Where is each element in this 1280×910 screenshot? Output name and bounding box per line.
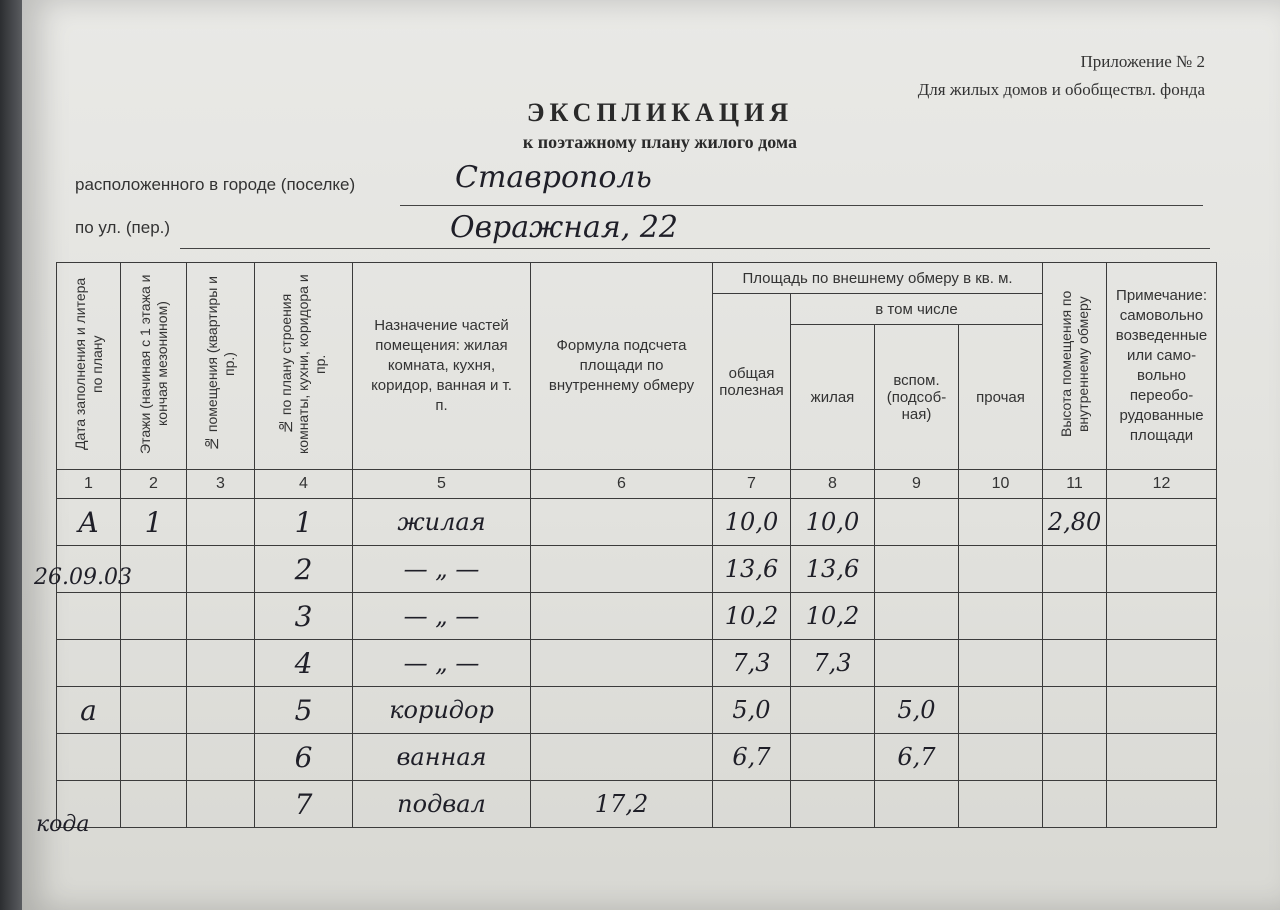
cell-height: 2,80: [1043, 499, 1107, 546]
cell-total-area: 13,6: [713, 546, 791, 593]
cell-height: [1043, 687, 1107, 734]
header-incl-group: в том числе: [791, 294, 1043, 325]
cell-aux-area: [875, 640, 959, 687]
column-number: 1: [57, 470, 121, 499]
column-number: 9: [875, 470, 959, 499]
cell-note: [1107, 640, 1217, 687]
cell-total-area: 7,3: [713, 640, 791, 687]
cell-aux-area: 6,7: [875, 734, 959, 781]
column-number: 10: [959, 470, 1043, 499]
cell-apartment: [187, 546, 255, 593]
cell-total-area: 10,0: [713, 499, 791, 546]
cell-formula: [531, 593, 713, 640]
cell-height: [1043, 781, 1107, 828]
cell-floor: [121, 640, 187, 687]
table-body: [57, 499, 1217, 828]
table-row: [57, 687, 1217, 734]
header-c5: Назначение частей помещения: жилая комната, кухня, коридор, ванная и т. п.: [353, 263, 531, 470]
column-number: 4: [255, 470, 353, 499]
table-row: [57, 546, 1217, 593]
cell-height: [1043, 546, 1107, 593]
header-c11: Высота помещения по внутреннему обмеру: [1043, 263, 1107, 470]
cell-floor: [121, 593, 187, 640]
cell-purpose: — „ —: [353, 640, 531, 687]
street-underline: [180, 248, 1210, 249]
column-number: 2: [121, 470, 187, 499]
cell-floor: [121, 781, 187, 828]
cell-purpose: подвал: [353, 781, 531, 828]
cell-apartment: [187, 734, 255, 781]
cell-aux-area: [875, 781, 959, 828]
cell-purpose: жилая: [353, 499, 531, 546]
column-number: 3: [187, 470, 255, 499]
cell-litera: а: [57, 687, 121, 734]
cell-room-number: 5: [255, 687, 353, 734]
header-c10: прочая: [959, 325, 1043, 470]
cell-purpose: коридор: [353, 687, 531, 734]
cell-living-area: [791, 687, 875, 734]
table-row: [57, 640, 1217, 687]
cell-living-area: 7,3: [791, 640, 875, 687]
header-c2: Этажи (начиная с 1 этажа и кончая мезонином): [121, 263, 187, 470]
cell-formula: [531, 687, 713, 734]
cell-room-number: 3: [255, 593, 353, 640]
margin-bottom-note: кода: [36, 812, 90, 837]
table-row: [57, 499, 1217, 546]
cell-other-area: [959, 593, 1043, 640]
cell-living-area: 13,6: [791, 546, 875, 593]
cell-total-area: [713, 781, 791, 828]
city-value: Ставрополь: [455, 160, 652, 195]
cell-room-number: 1: [255, 499, 353, 546]
column-number-row: [57, 470, 1217, 499]
cell-formula: [531, 640, 713, 687]
cell-purpose: — „ —: [353, 593, 531, 640]
cell-height: [1043, 593, 1107, 640]
cell-floor: 1: [121, 499, 187, 546]
cell-apartment: [187, 499, 255, 546]
cell-formula: [531, 546, 713, 593]
street-label: по ул. (пер.): [75, 218, 171, 237]
cell-note: [1107, 593, 1217, 640]
cell-formula: [531, 734, 713, 781]
cell-other-area: [959, 734, 1043, 781]
cell-purpose: — „ —: [353, 546, 531, 593]
cell-litera: [57, 593, 121, 640]
cell-purpose: ванная: [353, 734, 531, 781]
cell-height: [1043, 734, 1107, 781]
appendix-number: Приложение № 2: [1080, 52, 1205, 71]
cell-room-number: 6: [255, 734, 353, 781]
cell-room-number: 4: [255, 640, 353, 687]
cell-other-area: [959, 546, 1043, 593]
header-c12: Примечание: самовольно возведенные или само- вольно переобо- рудованные площади: [1107, 263, 1217, 470]
cell-total-area: 5,0: [713, 687, 791, 734]
column-number: 6: [531, 470, 713, 499]
column-number: 5: [353, 470, 531, 499]
header-c6: Формула подсчета площади по внутреннему обмеру: [531, 263, 713, 470]
city-underline: [400, 205, 1203, 206]
cell-room-number: 7: [255, 781, 353, 828]
header-c4: № по плану строения комнаты, кухни, коридора и пр.: [255, 263, 353, 470]
cell-floor: [121, 687, 187, 734]
cell-living-area: [791, 734, 875, 781]
city-label: расположенного в городе (поселке): [75, 175, 356, 194]
cell-apartment: [187, 593, 255, 640]
cell-height: [1043, 640, 1107, 687]
cell-living-area: [791, 781, 875, 828]
cell-note: [1107, 734, 1217, 781]
cell-litera: А: [57, 499, 121, 546]
cell-formula: 17,2: [531, 781, 713, 828]
header-c1: Дата заполнения и литера по плану: [57, 263, 121, 470]
cell-note: [1107, 499, 1217, 546]
appendix-header: [918, 48, 1205, 104]
header-c3: № помещения (квартиры и пр.): [187, 263, 255, 470]
cell-other-area: [959, 640, 1043, 687]
cell-total-area: 6,7: [713, 734, 791, 781]
cell-apartment: [187, 687, 255, 734]
header-c9: вспом. (подсоб- ная): [875, 325, 959, 470]
document-subtitle: к поэтажному плану жилого дома: [522, 132, 798, 152]
cell-note: [1107, 781, 1217, 828]
cell-note: [1107, 546, 1217, 593]
table-row: [57, 593, 1217, 640]
cell-living-area: 10,0: [791, 499, 875, 546]
header-area-group: Площадь по внешнему обмеру в кв. м.: [713, 263, 1043, 294]
cell-formula: [531, 499, 713, 546]
column-number: 8: [791, 470, 875, 499]
cell-note: [1107, 687, 1217, 734]
margin-date-note: 26.09.03: [34, 565, 132, 590]
cell-aux-area: [875, 546, 959, 593]
table-row: [57, 781, 1217, 828]
appendix-purpose: Для жилых домов и обобществл. фонда: [917, 80, 1205, 99]
cell-apartment: [187, 781, 255, 828]
street-value: Овражная, 22: [450, 210, 679, 245]
cell-total-area: 10,2: [713, 593, 791, 640]
cell-living-area: 10,2: [791, 593, 875, 640]
explication-table: [56, 262, 1217, 828]
cell-aux-area: [875, 499, 959, 546]
document-title: ЭКСПЛИКАЦИЯ: [526, 98, 794, 127]
page-edge: [0, 0, 22, 910]
cell-litera: [57, 640, 121, 687]
cell-floor: [121, 734, 187, 781]
header-c8: жилая: [791, 325, 875, 470]
header-c7: общая полезная: [713, 294, 791, 470]
cell-other-area: [959, 687, 1043, 734]
cell-other-area: [959, 499, 1043, 546]
column-number: 12: [1107, 470, 1217, 499]
cell-aux-area: 5,0: [875, 687, 959, 734]
cell-apartment: [187, 640, 255, 687]
column-number: 7: [713, 470, 791, 499]
column-number: 11: [1043, 470, 1107, 499]
cell-litera: [57, 734, 121, 781]
cell-other-area: [959, 781, 1043, 828]
cell-room-number: 2: [255, 546, 353, 593]
cell-aux-area: [875, 593, 959, 640]
table-row: [57, 734, 1217, 781]
